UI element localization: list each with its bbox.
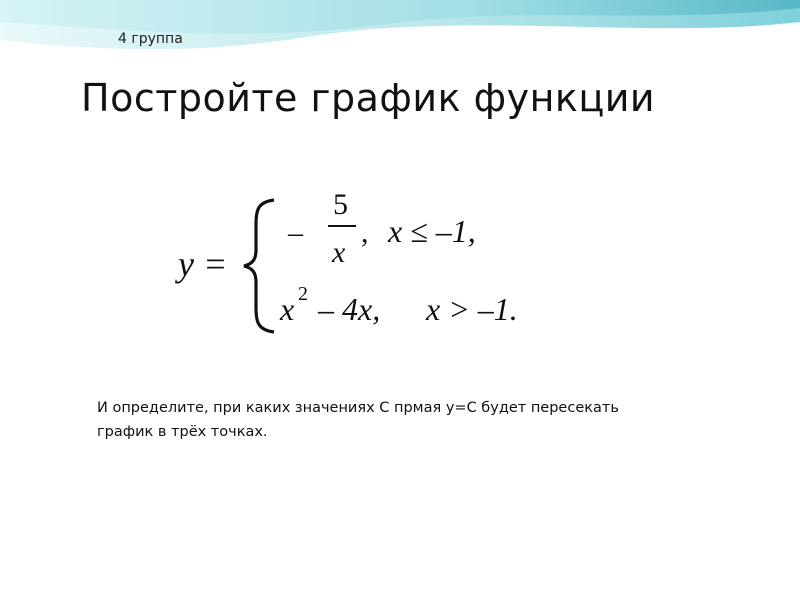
task-text: И определите, при каких значениях С прмая у=С будет пересекать график в трёх точках.	[97, 400, 619, 440]
case1-condition: x ≤ –1,	[388, 213, 476, 249]
formula-lhs: y =	[178, 244, 228, 284]
case1-minus: –	[288, 216, 303, 249]
case2-exponent: 2	[298, 283, 308, 305]
case2-expression-base: x	[280, 291, 295, 327]
group-label: 4 группа	[118, 31, 183, 47]
slide-title: Постройте график функции	[81, 76, 656, 120]
case2-condition: x > –1.	[426, 291, 518, 327]
case1-separator: ,	[361, 216, 369, 249]
case1-denominator: x	[332, 236, 346, 269]
formula-left-brace	[244, 200, 274, 332]
case2-expression-rest: – 4x,	[318, 291, 381, 327]
case1-numerator: 5	[333, 188, 348, 221]
piecewise-function-formula	[170, 180, 590, 340]
